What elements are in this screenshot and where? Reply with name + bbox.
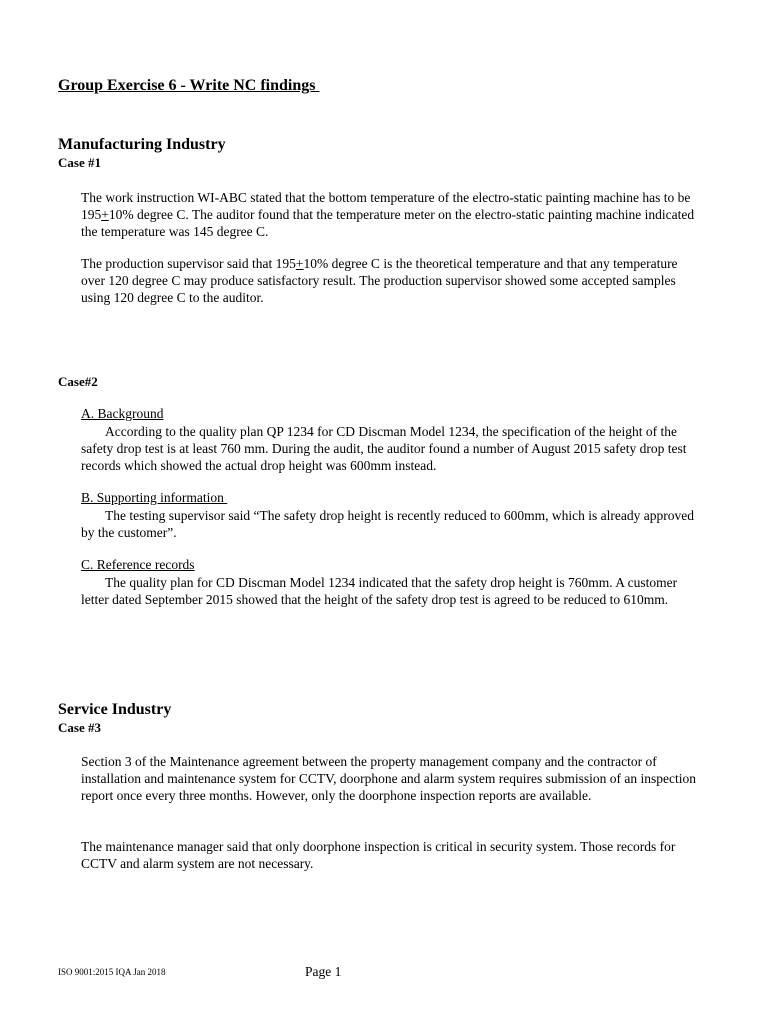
case-1-label: Case #1 <box>58 155 101 170</box>
case-1-paragraph-1: The work instruction WI-ABC stated that the bottom temperature of the electro-static painting machine has to be 195+10% degree C. The auditor found that the temperature meter on the electro-static painting machine indicated the temperature was 145 degree C. <box>81 190 695 239</box>
case-2-reference-text: The quality plan for CD Discman Model 1234 indicated that the safety drop height is 760mm. A customer letter dated September 2015 showed that the height of the safety drop test is agreed to be reduced to 610mm. <box>81 575 678 607</box>
section-heading-service: Service Industry <box>58 701 172 718</box>
footer-document-code: ISO 9001:2015 IQA Jan 2018 <box>58 967 166 977</box>
document-title: Group Exercise 6 - Write NC findings <box>58 77 320 94</box>
case-1-paragraph-2: The production supervisor said that 195+10% degree C is the theoretical temperature and that any temperature over 120 degree C may produce satisfactory result. The production supervisor showed some accepted samples using 120 degree C to the auditor. <box>81 256 678 305</box>
case-3-paragraph-1: Section 3 of the Maintenance agreement between the property management company and the contractor of installation and maintenance system for CCTV, doorphone and alarm system requires submission of an inspection report once every three months. However, only the doorphone inspection reports are available. <box>81 754 697 803</box>
footer-page-number: Page 1 <box>305 964 342 979</box>
case-2-supporting-heading: B. Supporting information <box>81 490 228 505</box>
case-2-reference-heading: C. Reference records <box>81 557 195 572</box>
plus-minus-mark: + <box>295 256 304 271</box>
section-heading-manufacturing: Manufacturing Industry <box>58 136 226 153</box>
case-2-label: Case#2 <box>58 374 98 389</box>
case-2-supporting-text: The testing supervisor said “The safety drop height is recently reduced to 600mm, which is already approved by the customer”. <box>81 508 694 540</box>
plus-minus-mark: + <box>101 207 109 222</box>
case-2-background-heading: A. Background <box>81 406 164 421</box>
case-2-background-text: According to the quality plan QP 1234 for CD Discman Model 1234, the specification of the height of the safety drop test is at least 760 mm. During the audit, the auditor found a number of August 2015 safety drop test records which showed the actual drop height was 600mm instead. <box>81 424 687 473</box>
case-3-label: Case #3 <box>58 720 101 735</box>
case-3-paragraph-2: The maintenance manager said that only doorphone inspection is critical in security system. Those records for CCTV and alarm system are not necessary. <box>81 839 676 871</box>
